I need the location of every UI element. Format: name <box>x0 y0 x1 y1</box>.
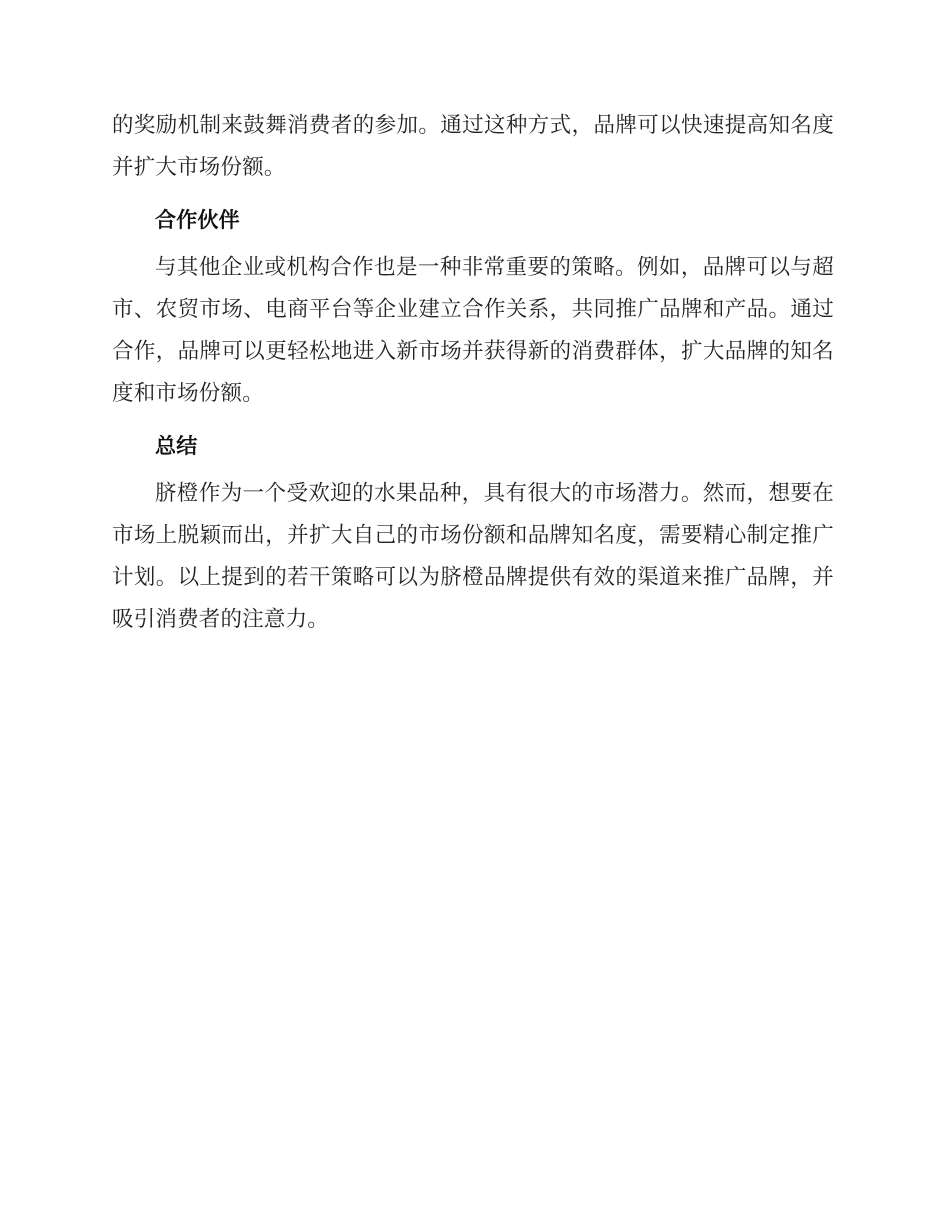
section-paragraph-summary: 脐橙作为一个受欢迎的水果品种，具有很大的市场潜力。然而，想要在市场上脱颖而出，并扩大自己的市场份额和品牌知名度，需要精心制定推广计划。以上提到的若干策略可以为脐橙品牌提供有效的渠道来推广品牌，并吸引消费者的注意力。 <box>112 481 834 632</box>
intro-paragraph: 的奖励机制来鼓舞消费者的参加。通过这种方式，品牌可以快速提高知名度并扩大市场份额。 <box>112 113 834 180</box>
document-body <box>112 105 834 641</box>
section-heading-partners: 合作伙伴 <box>155 208 240 232</box>
section-heading-summary: 总结 <box>155 434 198 458</box>
section-paragraph-partners: 与其他企业或机构合作也是一种非常重要的策略。例如，品牌可以与超市、农贸市场、电商平台等企业建立合作关系，共同推广品牌和产品。通过合作，品牌可以更轻松地进入新市场并获得新的消费群体，扩大品牌的知名度和市场份额。 <box>112 255 834 406</box>
